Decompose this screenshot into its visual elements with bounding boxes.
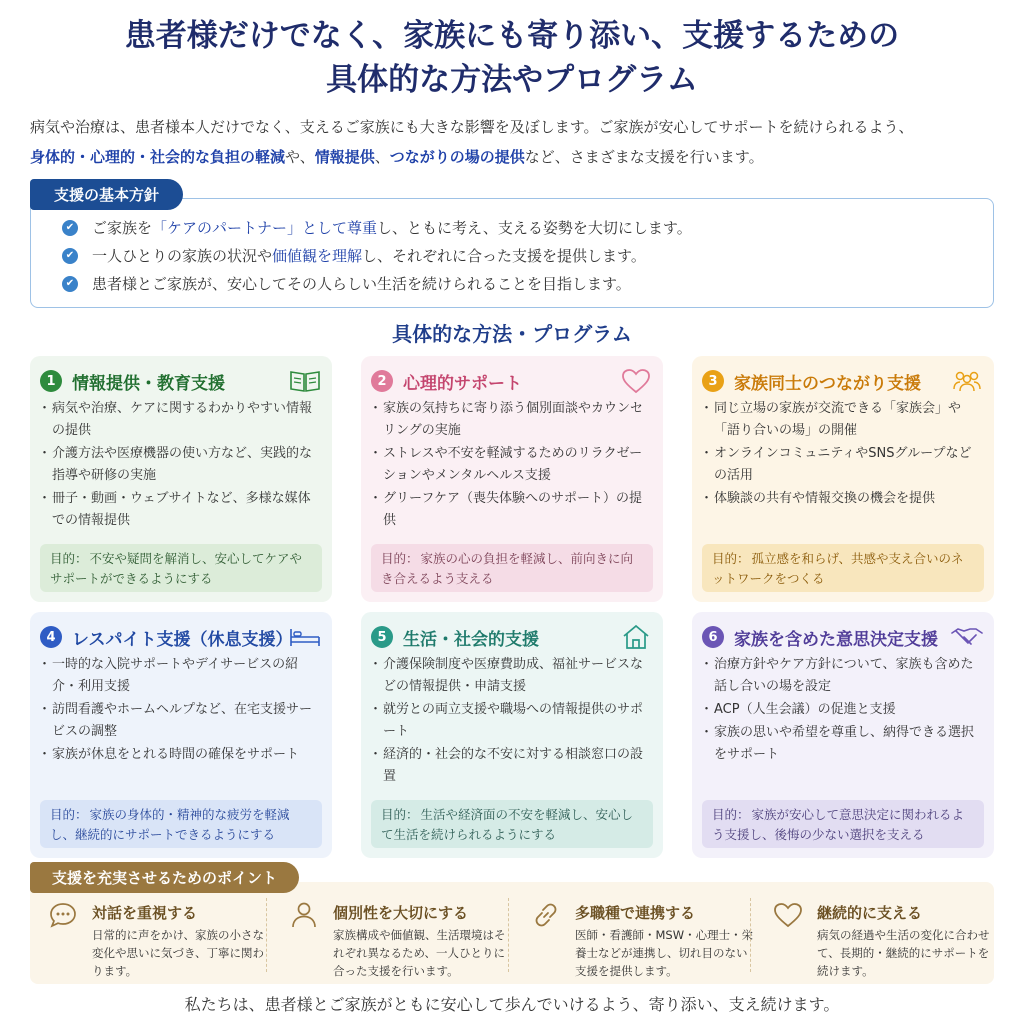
list-item: ・ 介護保険制度や医療費助成、福祉サービスなどの情報提供・申請支援 (373, 654, 653, 698)
heart-icon (619, 367, 653, 395)
card-title: 生活・社会的支援 (403, 629, 539, 650)
page-title (0, 14, 1024, 102)
program-card-decision-making (692, 612, 994, 858)
basic-policy-item (62, 214, 962, 242)
program-card-information (30, 356, 332, 602)
policy-highlight: 「ケアのパートナー」として尊重 (152, 219, 378, 237)
point-title: 継続的に支える (817, 904, 923, 922)
intro-text: など、さまざまな支援を行います。 (524, 148, 764, 166)
goal-label: 目的： (50, 807, 88, 822)
list-item: ・ グリーフケア（喪失体験へのサポート）の提供 (373, 488, 653, 532)
page-title-line1: 患者様だけでなく、家族にも寄り添い、支援するための (124, 18, 900, 54)
policy-highlight: 価値観を理解 (272, 247, 363, 265)
card-list (704, 654, 984, 767)
card-title: レスパイト支援（休息支援） (72, 629, 293, 650)
points-box (30, 882, 994, 984)
intro-paragraph (30, 112, 1000, 172)
policy-text: し、ともに考え、支える姿勢を大切にします。 (377, 219, 692, 237)
goal-text: 孤立感を和らげ、共感や支え合いのネットワークをつくる (712, 551, 964, 586)
point-text: 病気の経過や生活の変化に合わせて、長期的・継続的にサポートを続けます。 (817, 928, 990, 978)
list-item: ・ 介護方法や医療機器の使い方など、実践的な指導や研修の実施 (42, 443, 322, 487)
policy-text: 一人ひとりの家族の状況や (92, 247, 273, 265)
point-text: 家族構成や価値観、生活環境はそれぞれ異なるため、一人ひとりに合った支援を行います。 (333, 928, 506, 978)
people-group-icon (950, 367, 984, 395)
list-item: ・ 一時的な入院サポートやデイサービスの紹介・利用支援 (42, 654, 322, 698)
basic-policy-item (62, 270, 962, 298)
point-title: 多職種で連携する (575, 904, 696, 922)
check-icon: ✔ (62, 220, 78, 236)
card-goal (371, 544, 653, 592)
card-goal (40, 544, 322, 592)
list-item: ・ 同じ立場の家族が交流できる「家族会」や「語り合いの場」の開催 (704, 398, 984, 442)
card-list (373, 654, 653, 789)
card-list (704, 398, 984, 511)
goal-text: 家族が安心して意思決定に関われるよう支援し、後悔の少ない選択を支える (712, 807, 965, 842)
card-number: 2 (371, 370, 393, 392)
point-collaboration (519, 900, 759, 980)
goal-label: 目的： (381, 807, 419, 822)
goal-text: 生活や経済面の不安を軽減し、安心して生活を続けられるようにする (381, 807, 634, 842)
intro-text: 、 (374, 148, 390, 166)
card-number: 1 (40, 370, 62, 392)
card-goal (702, 544, 984, 592)
list-item: ・ ストレスや不安を軽減するためのリラクゼーションやメンタルヘルス支援 (373, 443, 653, 487)
goal-text: 家族の身体的・精神的な疲労を軽減し、継続的にサポートできるようにする (50, 807, 290, 842)
point-title: 対話を重視する (92, 904, 198, 922)
program-card-life-social (361, 612, 663, 858)
card-title: 家族を含めた意思決定支援 (734, 629, 938, 650)
intro-line2 (30, 142, 1000, 172)
program-card-respite (30, 612, 332, 858)
card-goal (702, 800, 984, 848)
closing-message: 私たちは、患者様とご家族がともに安心して歩んでいけるよう、寄り添い、支え続けます。 (184, 995, 840, 1014)
link-icon (531, 900, 561, 930)
basic-policy-label: 支援の基本方針 (30, 179, 183, 210)
list-item: ・ 治療方針やケア方針について、家族も含めた話し合いの場を設定 (704, 654, 984, 698)
card-number: 6 (702, 626, 724, 648)
list-item: ・ 家族の気持ちに寄り添う個別面談やカウンセリングの実施 (373, 398, 653, 442)
point-individuality (277, 900, 517, 980)
program-card-psychological (361, 356, 663, 602)
point-continuity (761, 900, 1001, 980)
card-list (42, 398, 322, 533)
list-item: ・ 訪問看護やホームヘルプなど、在宅支援サービスの調整 (42, 699, 322, 743)
policy-text: 患者様とご家族が、安心してその人らしい生活を続けられることを目指します。 (92, 275, 631, 293)
goal-label: 目的： (712, 551, 750, 566)
point-text: 医師・看護師・MSW・心理士・栄養士などが連携し、切れ目のない支援を提供します。 (575, 928, 754, 978)
goal-label: 目的： (712, 807, 750, 822)
point-title: 個別性を大切にする (333, 904, 469, 922)
list-item: ・ 家族が休息をとれる時間の確保をサポート (42, 744, 322, 766)
card-number: 5 (371, 626, 393, 648)
intro-highlight-info: 情報提供 (314, 148, 375, 166)
basic-policy-list (62, 214, 962, 298)
heart-outline-icon (773, 900, 803, 930)
card-goal (371, 800, 653, 848)
house-icon (619, 623, 653, 651)
check-icon: ✔ (62, 248, 78, 264)
intro-line1: 病気や治療は、患者様本人だけでなく、支えるご家族にも大きな影響を及ぼします。ご家族が安心してサポートを続けられるよう、 (30, 118, 914, 136)
intro-highlight-burden: 身体的・心理的・社会的な負担の軽減 (30, 148, 286, 166)
book-icon (288, 367, 322, 395)
points-label: 支援を充実させるためのポイント (30, 862, 299, 893)
person-icon (289, 900, 319, 930)
list-item: ・ オンラインコミュニティやSNSグループなどの活用 (704, 443, 984, 487)
goal-label: 目的： (50, 551, 88, 566)
list-item: ・ 就労との両立支援や職場への情報提供のサポート (373, 699, 653, 743)
divider (508, 898, 509, 972)
goal-text: 不安や疑問を解消し、安心してケアやサポートができるようにする (50, 551, 303, 586)
list-item: ・ 経済的・社会的な不安に対する相談窓口の設置 (373, 744, 653, 788)
card-goal (40, 800, 322, 848)
card-title: 家族同士のつながり支援 (734, 373, 921, 394)
card-title: 情報提供・教育支援 (72, 373, 225, 394)
card-list (373, 398, 653, 533)
chat-bubble-icon (48, 900, 78, 930)
intro-highlight-connection: つながりの場の提供 (389, 148, 525, 166)
policy-text: し、それぞれに合った支援を提供します。 (362, 247, 646, 265)
list-item: ・ 病気や治療、ケアに関するわかりやすい情報の提供 (42, 398, 322, 442)
goal-text: 家族の心の負担を軽減し、前向きに向き合えるよう支える (381, 551, 634, 586)
goal-label: 目的： (381, 551, 419, 566)
page-title-line2: 具体的な方法やプログラム (326, 62, 698, 98)
list-item: ・ 家族の思いや希望を尊重し、納得できる選択をサポート (704, 722, 984, 766)
point-dialogue (36, 900, 276, 980)
bed-icon (288, 623, 322, 651)
handshake-icon (950, 623, 984, 651)
list-item: ・ ACP（人生会議）の促進と支援 (704, 699, 984, 721)
divider (750, 898, 751, 972)
card-title: 心理的サポート (403, 373, 522, 394)
check-icon: ✔ (62, 276, 78, 292)
basic-policy-item (62, 242, 962, 270)
list-item: ・ 体験談の共有や情報交換の機会を提供 (704, 488, 984, 510)
card-list (42, 654, 322, 767)
list-item: ・ 冊子・動画・ウェブサイトなど、多様な媒体での情報提供 (42, 488, 322, 532)
intro-text: や、 (285, 148, 315, 166)
card-number: 4 (40, 626, 62, 648)
program-card-connection (692, 356, 994, 602)
point-text: 日常的に声をかけ、家族の小さな変化や思いに気づき、丁寧に関わります。 (92, 928, 265, 978)
policy-text: ご家族を (92, 219, 153, 237)
card-number: 3 (702, 370, 724, 392)
programs-heading: 具体的な方法・プログラム (392, 322, 632, 346)
divider (266, 898, 267, 972)
